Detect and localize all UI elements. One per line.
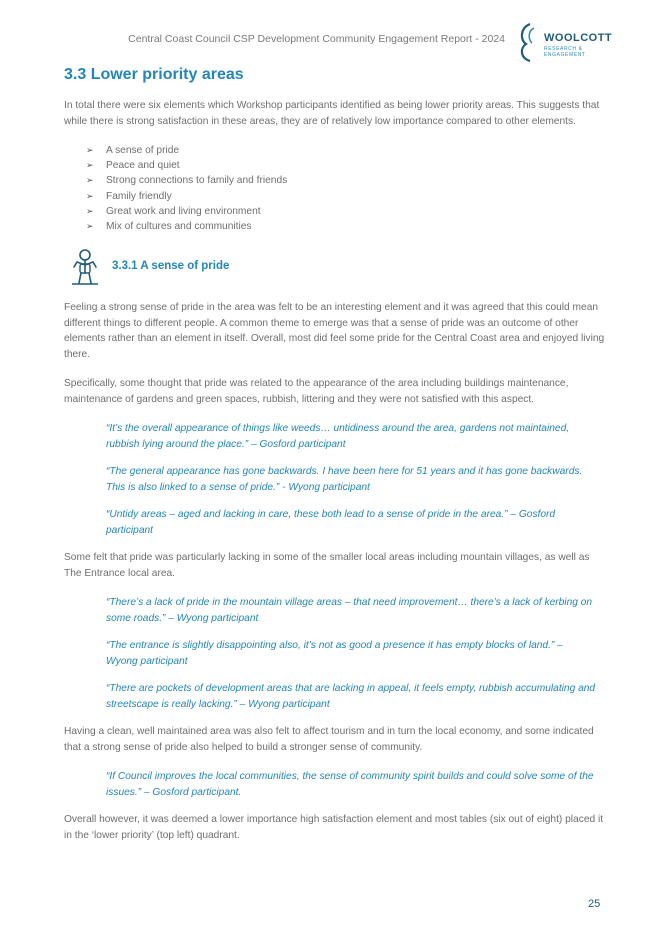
body-paragraph: Some felt that pride was particularly lacking in some of the smaller local areas including mountain villages, as well as The Entrance local area. xyxy=(64,552,590,579)
person-proud-icon xyxy=(68,248,102,286)
body-paragraph: Specifically, some thought that pride was related to the appearance of the area including buildings maintenance, maintenance of gardens and green spaces, rubbish, littering and they were not satisfied with this aspect. xyxy=(64,378,569,405)
page-number: 25 xyxy=(588,898,601,910)
list-item: ➢ Peace and quiet xyxy=(86,158,609,173)
body-paragraph: Overall however, it was deemed a lower importance high satisfaction element and most tables (six out of eight) placed it in the ‘lower priority’ (top left) quadrant. xyxy=(64,814,604,841)
arrow-bullet-icon: ➢ xyxy=(86,175,94,186)
participant-quote: “If Council improves the local communities, the sense of community spirit builds and could solve some of the issues.” – Gosford participant. xyxy=(106,771,594,798)
body-paragraph: Feeling a strong sense of pride in the area was felt to be an interesting element and it was agreed that this could mean different things to different people. A common theme to emerge was that a sense of pride was an outcome of other elements rather than an element in itself. Overall, most did feel some pride for the Central Coast area and enjoyed living there. xyxy=(64,302,605,360)
arrow-bullet-icon: ➢ xyxy=(86,190,94,201)
participant-quote: “The general appearance has gone backwards. I have been here for 51 years and it has gone backwards. This is also linked to a sense of pride.” - Wyong participant xyxy=(106,466,583,493)
arrow-bullet-icon: ➢ xyxy=(86,205,94,216)
subsection-title: 3.3.1 A sense of pride xyxy=(112,260,230,273)
logo-mark-icon xyxy=(514,22,544,62)
body-paragraph: Having a clean, well maintained area was also felt to affect tourism and in turn the local economy, and some indicated that a strong sense of pride also helped to build a stronger sense of community. xyxy=(64,726,594,753)
list-item: ➢ Great work and living environment xyxy=(86,204,609,219)
participant-quote: “Untidy areas – aged and lacking in care, these both lead to a sense of pride in the area.” – Gosford participant xyxy=(106,509,556,536)
list-item: ➢ A sense of pride xyxy=(86,143,609,158)
logo-tagline: RESEARCH & ENGAGEMENT xyxy=(544,46,586,58)
woolcott-logo xyxy=(514,22,614,62)
lower-priority-list xyxy=(64,143,609,234)
participant-quote: “It’s the overall appearance of things like weeds… untidiness around the area, gardens not maintained, rubbish lying around the place.” – Gosford participant xyxy=(106,423,570,450)
logo-wordmark: WOOLCOTT xyxy=(544,32,613,44)
section-title: 3.3 Lower priority areas xyxy=(64,66,244,83)
participant-quote: “The entrance is slightly disappointing also, it’s not as good a presence it has empty blocks of land.” – Wyong participant xyxy=(106,640,563,667)
arrow-bullet-icon: ➢ xyxy=(86,160,94,171)
participant-quote: “There are pockets of development areas that are lacking in appeal, it feels empty, rubbish accumulating and streetscape is really lacking.” – Wyong participant xyxy=(106,683,596,710)
arrow-bullet-icon: ➢ xyxy=(86,145,94,155)
list-item: ➢ Mix of cultures and communities xyxy=(86,219,609,234)
section-intro: In total there were six elements which Workshop participants identified as being lower priority areas. This suggests that while there is strong satisfaction in these areas, they are of relatively low importance compared to other elements. xyxy=(64,100,600,127)
arrow-bullet-icon: ➢ xyxy=(86,221,94,232)
list-item: ➢ Strong connections to family and friends xyxy=(86,173,609,188)
page-content xyxy=(64,66,609,857)
list-item: ➢ Family friendly xyxy=(86,189,609,204)
participant-quote: “There’s a lack of pride in the mountain village areas – that need improvement… there’s a lack of kerbing on some roads.” – Wyong participant xyxy=(106,597,593,624)
report-header-title: Central Coast Council CSP Development Community Engagement Report - 2024 xyxy=(128,33,505,45)
subsection-heading xyxy=(64,248,609,292)
